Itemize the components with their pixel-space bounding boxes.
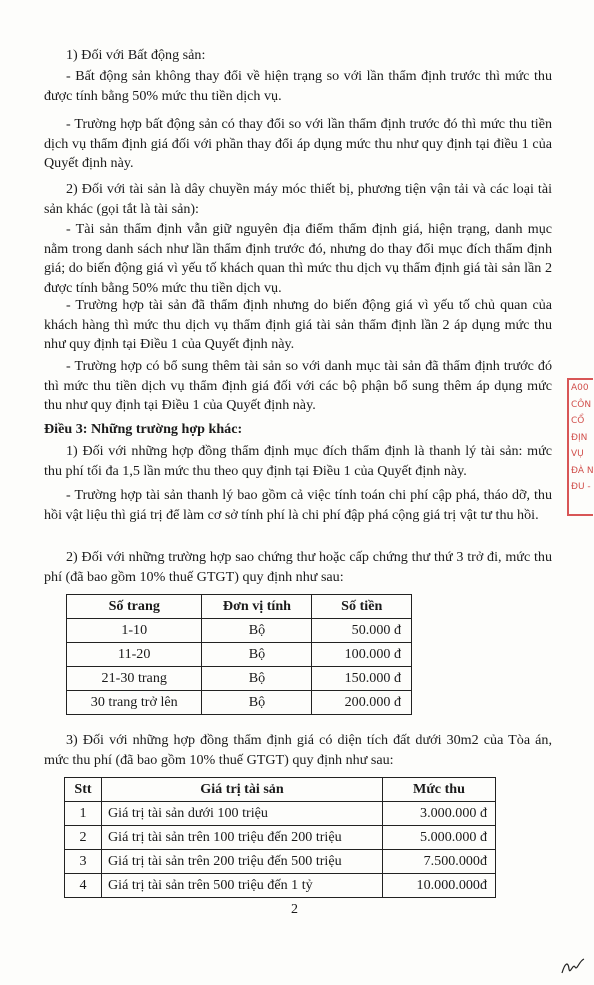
signature-mark: [560, 955, 586, 977]
table-cell: 3.000.000 đ: [383, 802, 496, 826]
paragraph-asset-same-location: - Tài sản thẩm định vẫn giữ nguyên địa điểm thẩm định giá, hiện trạng, danh mục nằm trong danh sách như lần thẩm định trước đó, nhưng do thay đổi mục đích thẩm định giá; do biến động giá vì yếu tố khách quan thì mức thu dịch vụ thẩm định giá tài sản lần 2 được tính bằng 50% mức thu tiền dịch vụ.: [44, 221, 552, 296]
table-cell: Bộ: [202, 643, 312, 667]
table-row: [65, 874, 496, 898]
table-cell: 3: [65, 850, 102, 874]
table-cell: 10.000.000đ: [383, 874, 496, 898]
table-cell: 5.000.000 đ: [383, 826, 496, 850]
red-seal-stamp: [567, 378, 593, 516]
table-cell: 11-20: [67, 643, 202, 667]
table-row: [67, 643, 412, 667]
table-cell: Giá trị tài sản trên 100 triệu đến 200 triệu: [102, 826, 383, 850]
stamp-line: ĐU -: [571, 482, 591, 492]
paragraph-copy-certificate: 2) Đối với những trường hợp sao chứng thư hoặc cấp chứng thư thứ 3 trở đi, mức thu phí (đã bao gồm 10% thuế GTGT) quy định như sau:: [44, 549, 552, 585]
stamp-line: A00: [571, 383, 589, 393]
stamp-line: VỤ: [571, 449, 584, 459]
table-row: [65, 850, 496, 874]
stamp-line: ĐỊN: [571, 432, 588, 443]
page-number: 2: [291, 902, 298, 917]
copy-fee-table: [66, 594, 412, 715]
table-cell: Bộ: [202, 619, 312, 643]
table-row: [65, 802, 496, 826]
table-row: [65, 826, 496, 850]
section-2-heading: 2) Đối với tài sản là dây chuyền máy móc thiết bị, phương tiện vận tải và các loại tài sản khác (gọi tắt là tài sản):: [44, 181, 552, 217]
column-header: Đơn vị tính: [202, 595, 312, 619]
table-cell: Bộ: [202, 667, 312, 691]
stamp-line: ĐÀ N: [571, 465, 594, 476]
table-cell: 1: [65, 802, 102, 826]
stamp-line: CÔN: [571, 399, 592, 410]
section-1-heading: 1) Đối với Bất động sản:: [66, 47, 206, 63]
table-cell: 100.000 đ: [312, 643, 412, 667]
paragraph-real-estate-changed: - Trường hợp bất động sản có thay đổi so với lần thẩm định trước đó thì mức thu tiền dịch vụ thẩm định giá đối với phần thay đổi áp dụng mức thu như quy định tại điều 1 của Quyết định này.: [44, 116, 552, 172]
column-header: Số trang: [67, 595, 202, 619]
table-row: [67, 667, 412, 691]
table-cell: Giá trị tài sản trên 500 triệu đến 1 tỷ: [102, 874, 383, 898]
table-cell: 21-30 trang: [67, 667, 202, 691]
table-cell: 4: [65, 874, 102, 898]
paragraph-asset-subjective: - Trường hợp tài sản đã thẩm định nhưng do biến động giá vì yếu tố chủ quan của khách hàng thì mức thu dịch vụ thẩm định giá tài sản thẩm định lần 2 áp dụng mức thu như quy định tại Điều 1 của Quyết định này.: [44, 297, 552, 353]
table-row: [67, 619, 412, 643]
column-header: Mức thu: [383, 778, 496, 802]
table-cell: 150.000 đ: [312, 667, 412, 691]
table-cell: 2: [65, 826, 102, 850]
table-row: [67, 691, 412, 715]
table-cell: 1-10: [67, 619, 202, 643]
paragraph-liquidation-demolition: - Trường hợp tài sản thanh lý bao gồm cả việc tính toán chi phí cập phá, tháo dỡ, thu hồi vật liệu thì giá trị để làm cơ sở tính phí là chi phí đập phá cộng giá trị vật tư thu hồi.: [44, 487, 552, 523]
table-cell: Giá trị tài sản dưới 100 triệu: [102, 802, 383, 826]
column-header: Giá trị tài sản: [102, 778, 383, 802]
stamp-line: CỔ: [571, 416, 585, 426]
paragraph-asset-additional: - Trường hợp có bổ sung thêm tài sản so với danh mục tài sản đã thẩm định trước đó thì mức thu tiền dịch vụ thẩm định giá đối với các bộ phận bổ sung thêm áp dụng mức thu như quy định tại Điều 1 của Quyết định này.: [44, 358, 552, 414]
column-header: Số tiền: [312, 595, 412, 619]
table-cell: 200.000 đ: [312, 691, 412, 715]
table-cell: 7.500.000đ: [383, 850, 496, 874]
table-cell: 50.000 đ: [312, 619, 412, 643]
paragraph-liquidation: 1) Đối với những hợp đồng thẩm định mục đích thẩm định là thanh lý tài sản: mức thu phí tối đa 1,5 lần mức thu theo quy định tại Điều 1 của Quyết định này.: [44, 443, 552, 479]
column-header: Stt: [65, 778, 102, 802]
paragraph-real-estate-unchanged: - Bất động sản không thay đổi về hiện trạng so với lần thẩm định trước thì mức thu được tính bằng 50% mức thu tiền dịch vụ.: [44, 68, 552, 104]
court-fee-table: [64, 777, 496, 898]
table-header-row: [65, 778, 496, 802]
paragraph-court-land: 3) Đối với những hợp đồng thẩm định giá có diện tích đất dưới 30m2 của Tòa án, mức thu phí (đã bao gồm 10% thuế GTGT) quy định như sau:: [44, 732, 552, 768]
table-header-row: [67, 595, 412, 619]
table-cell: Bộ: [202, 691, 312, 715]
table-cell: Giá trị tài sản trên 200 triệu đến 500 triệu: [102, 850, 383, 874]
article-3-heading: Điều 3: Những trường hợp khác:: [44, 421, 243, 437]
table-cell: 30 trang trở lên: [67, 691, 202, 715]
